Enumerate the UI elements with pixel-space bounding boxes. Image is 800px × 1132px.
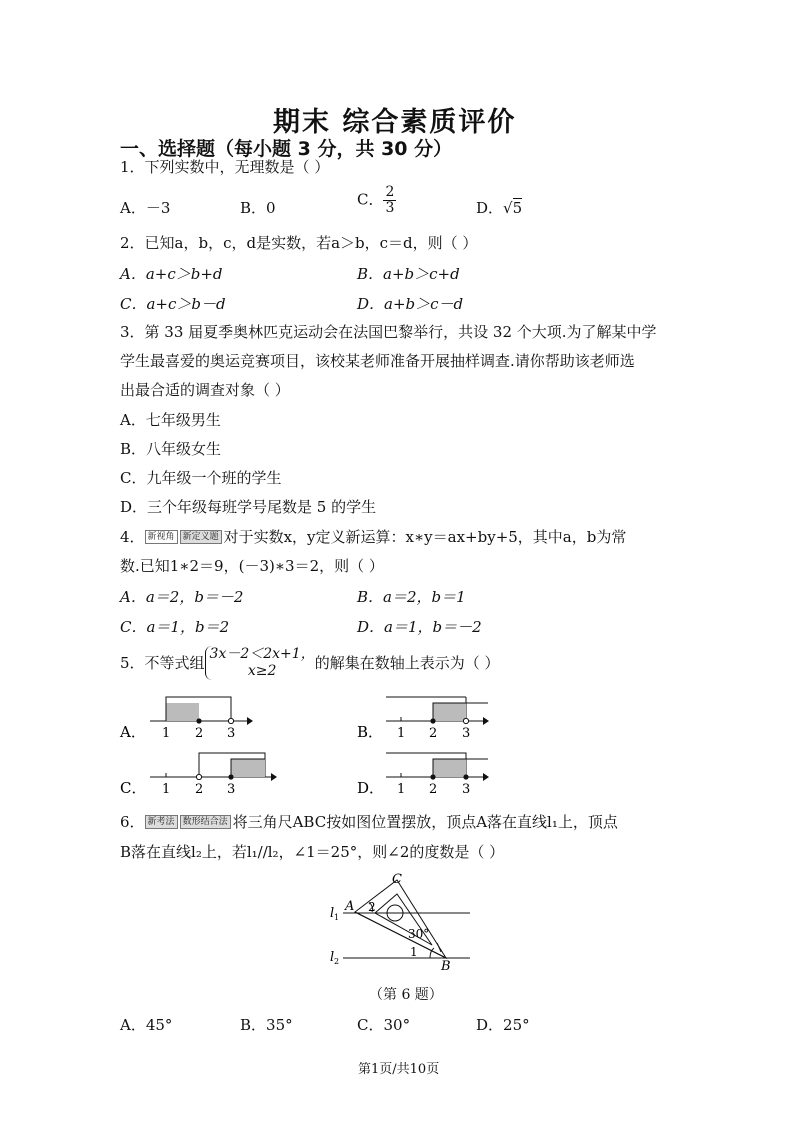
- q3-option-b: B．八年级女生: [120, 440, 222, 458]
- question-1-stem: 1．下列实数中，无理数是（ ）: [120, 158, 330, 176]
- tag-new-definition: 新定义题: [180, 530, 222, 544]
- q4-option-a: A．a＝2，b＝－2: [120, 588, 244, 606]
- tick-3: 3: [227, 726, 236, 741]
- number-line-a: [119, 697, 253, 741]
- number-line-d: [357, 753, 489, 797]
- tick-1: 1: [162, 782, 171, 797]
- q2-option-b: B．a+b＞c+d: [357, 265, 460, 283]
- inequality-1: 3x－2＜2x+1，: [209, 646, 315, 662]
- angle-1-label: 1: [410, 945, 418, 959]
- q4-option-b: B．a＝2，b＝1: [357, 588, 466, 606]
- q1-option-a: A．－3: [120, 199, 171, 217]
- line-l1-label: l: [330, 906, 335, 921]
- q6-option-b: B．35°: [240, 1016, 293, 1034]
- question-6-line-1: [120, 812, 618, 832]
- page-footer: 第1页/共10页: [358, 1062, 440, 1077]
- q4-option-c: C．a＝1，b＝2: [120, 618, 230, 636]
- number-line-c: [120, 753, 277, 797]
- q6-option-a: A．45°: [120, 1016, 173, 1034]
- option-b-label: B．: [357, 723, 384, 741]
- inequality-system: [205, 646, 315, 680]
- figure-caption: （第 6 题）: [369, 987, 443, 1003]
- vertex-a-label: A: [345, 899, 355, 914]
- q1-option-d-prefix: D．: [476, 199, 504, 217]
- q4-option-d: D．a＝1，b＝－2: [357, 618, 482, 636]
- q3-option-a: A．七年级男生: [120, 411, 221, 429]
- denominator: 3: [385, 200, 395, 216]
- numerator: 2: [385, 184, 395, 200]
- angle-30-label: 30°: [408, 927, 430, 941]
- tag-new-perspective: 新视角: [145, 530, 178, 544]
- q6-option-c: C．30°: [357, 1016, 411, 1034]
- question-4-line-1: [120, 527, 626, 547]
- q6-option-d: D．25°: [476, 1016, 530, 1034]
- line-l2-label: l: [330, 950, 335, 965]
- question-2-stem: 2．已知a，b，c，d是实数，若a＞b，c＝d，则（ ）: [120, 234, 478, 252]
- question-6-number: 6．: [120, 813, 145, 831]
- tick-1: 1: [162, 726, 171, 741]
- q3-option-c: C．九年级一个班的学生: [120, 469, 282, 487]
- question-6-text-1: 将三角尺ABC按如图位置摆放，顶点A落在直线l₁上，顶点: [232, 813, 618, 831]
- question-4-line-2: 数.已知1∗2＝9，(－3)∗3＝2，则（ ）: [120, 557, 384, 575]
- tick-3: 3: [462, 782, 471, 797]
- number-line-figures: [0, 688, 800, 808]
- tick-1: 1: [397, 782, 406, 797]
- tick-3: 3: [462, 726, 471, 741]
- question-3-line-1: 3．第 33 届夏季奥林匹克运动会在法国巴黎举行，共设 32 个大项.为了解某中学: [120, 323, 657, 341]
- q1-option-c: [357, 185, 396, 216]
- question-5-suffix: 的解集在数轴上表示为（ ）: [314, 654, 500, 672]
- fraction: [383, 185, 396, 216]
- angle-2-label: 2: [368, 900, 376, 914]
- triangle-figure: [328, 868, 498, 978]
- q3-option-d: D．三个年级每班学号尾数是 5 的学生: [120, 498, 377, 516]
- q2-option-c: C．a+c＞b－d: [120, 295, 226, 313]
- tick-2: 2: [429, 782, 438, 797]
- tick-1: 1: [397, 726, 406, 741]
- section-heading: 一、选择题（每小题 3 分，共 30 分）: [120, 138, 453, 160]
- vertex-b-label: B: [441, 959, 451, 974]
- question-5-stem: [120, 646, 499, 680]
- option-d-label: D．: [357, 779, 385, 797]
- tick-2: 2: [429, 726, 438, 741]
- option-c-label: C．: [120, 779, 147, 797]
- q2-option-d: D．a+b＞c－d: [357, 295, 464, 313]
- tick-2: 2: [195, 782, 204, 797]
- q1-option-d: [476, 197, 522, 218]
- question-4-number: 4．: [120, 528, 145, 546]
- question-6-line-2: B落在直线l₂上，若l₁//l₂，∠1＝25°，则∠2的度数是（ ）: [120, 843, 505, 861]
- inequality-2: x≥2: [247, 663, 277, 679]
- question-4-text-1: 对于实数x，y定义新运算：x∗y＝ax+by+5，其中a，b为常: [223, 528, 627, 546]
- line-l1-subscript: 1: [334, 913, 340, 922]
- question-3-line-3: 出最合适的调查对象（ ）: [120, 381, 290, 399]
- tag-new-method: 新考法: [145, 815, 178, 829]
- page-title: 期末 综合素质评价: [273, 107, 517, 138]
- number-line-b: [357, 697, 489, 741]
- option-a-label: A．: [120, 723, 146, 741]
- question-5-prefix: 5．不等式组: [120, 654, 205, 672]
- radicand: 5: [512, 199, 523, 217]
- q1-option-b: B．0: [240, 199, 276, 217]
- q2-option-a: A．a+c＞b+d: [120, 265, 223, 283]
- tick-2: 2: [195, 726, 204, 741]
- tag-number-shape: 数形结合法: [180, 815, 231, 829]
- sqrt-sign: √: [503, 199, 513, 217]
- question-3-line-2: 学生最喜爱的奥运竞赛项目，该校某老师准备开展抽样调查.请你帮助该老师选: [120, 352, 635, 370]
- line-l2-subscript: 2: [334, 957, 340, 966]
- q1-option-c-prefix: C．: [357, 190, 384, 209]
- tick-3: 3: [227, 782, 236, 797]
- vertex-c-label: C: [392, 872, 402, 887]
